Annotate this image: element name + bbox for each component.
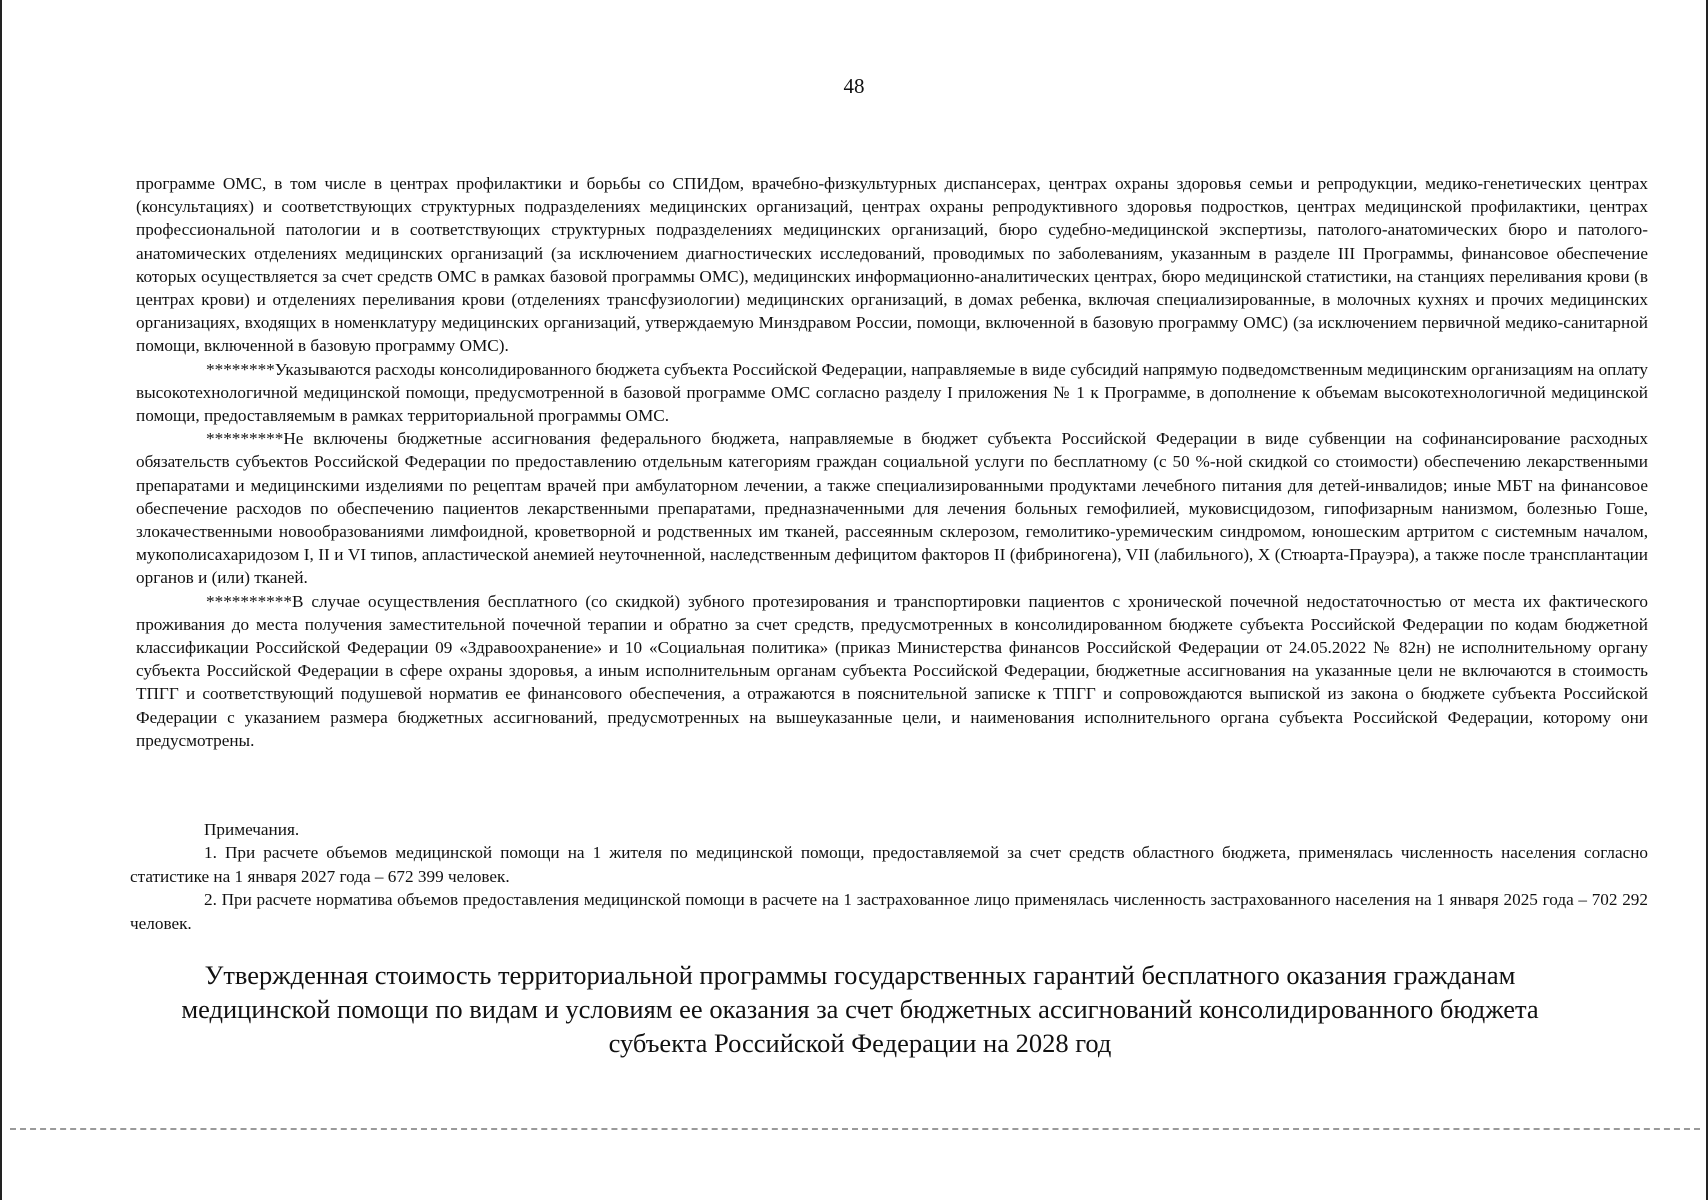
footnote-8: ********Указываются расходы консолидированного бюджета субъекта Российской Федерации, направляемые в виде субсидий напрямую подведомственным медицинским организациям на оплату высокотехнологичной медицинской помощи, предусмотренной в базовой программе ОМС согласно разделу I приложения № 1 к Программе, в дополнение к объемам высокотехнологичной медицинской помощи, предоставляемым в рамках территориальной программы ОМС. <box>136 359 1648 426</box>
notes-title: Примечания. <box>204 820 300 839</box>
notes-section <box>130 818 1648 935</box>
footnote-10: **********В случае осуществления бесплатного (со скидкой) зубного протезирования и транспортировки пациентов с хронической почечной недостаточностью от места их фактического проживания до места получения заместительной почечной терапии и обратно за счет средств, предусмотренных в консолидированном бюджете субъекта Российской Федерации по кодам бюджетной классификации Российской Федерации 09 «Здравоохранение» и 10 «Социальная политика» (приказ Министерства финансов Российской Федерации от 24.05.2022 № 82н) не исполнительному органу субъекта Российской Федерации в сфере охраны здоровья, а иным исполнительным органам субъекта Российской Федерации, бюджетные ассигнования на указанные цели не включаются в стоимость ТПГГ и соответствующий подушевой норматив ее финансового обеспечения, а отражаются в пояснительной записке к ТПГГ и сопровождаются выпиской из закона о бюджете субъекта Российской Федерации с указанием размера бюджетных ассигнований, предусмотренных на вышеуказанные цели, и наименования исполнительного органа субъекта Российской Федерации, которому они предусмотрены. <box>136 591 1648 750</box>
note-item-2: 2. При расчете норматива объемов предоставления медицинской помощи в расчете на 1 застрахованное лицо применялась численность застрахованного населения на 1 января 2025 года – 702 292 человек. <box>130 890 1648 933</box>
footnote-continuation: программе ОМС, в том числе в центрах профилактики и борьбы со СПИДом, врачебно-физкультурных диспансерах, центрах охраны здоровья семьи и репродукции, медико-генетических центрах (консультациях) и соответствующих структурных подразделениях медицинских организаций, центрах охраны репродуктивного здоровья подростков, центрах медицинской профилактики, центрах профессиональной патологии и в соответствующих структурных подразделениях медицинских организаций, бюро судебно-медицинской экспертизы, патолого-анатомических бюро и патолого-анатомических отделениях медицинских организаций (за исключением диагностических исследований, проводимых по заболеваниям, указанным в разделе III Программы, финансовое обеспечение которых осуществляется за счет средств ОМС в рамках базовой программы ОМС), медицинских информационно-аналитических центрах, бюро медицинской статистики, на станциях переливания крови (в центрах крови) и отделениях переливания крови (отделениях трансфузиологии) медицинских организаций, в домах ребенка, включая специализированные, в молочных кухнях и прочих медицинских организациях, входящих в номенклатуру медицинских организаций, утверждаемую Минздравом России, помощи, включенной в базовую программу ОМС) (за исключением первичной медико-санитарной помощи, включенной в базовую программу ОМС). <box>136 174 1648 356</box>
section-heading <box>110 958 1610 1060</box>
heading-line-1: Утвержденная стоимость территориальной программы государственных гарантий бесплатного оказания гражданам <box>204 960 1516 990</box>
scan-artifact-line <box>10 1128 1700 1130</box>
note-item-1: 1. При расчете объемов медицинской помощи на 1 жителя по медицинской помощи, предоставляемой за счет средств областного бюджета, применялась численность населения согласно статистике на 1 января 2027 года – 672 399 человек. <box>130 843 1648 886</box>
page-number: 48 <box>843 74 865 98</box>
footnote-9: *********Не включены бюджетные ассигнования федерального бюджета, направляемые в бюджет субъекта Российской Федерации в виде субвенции на софинансирование расходных обязательств субъектов Российской Федерации по предоставлению отдельным категориям граждан социальной услуги по бесплатному (с 50 %-ной скидкой со стоимости) обеспечению лекарственными препаратами и медицинскими изделиями по рецептам врачей при амбулаторном лечении, а также специализированными продуктами лечебного питания для детей-инвалидов; иные МБТ на финансовое обеспечение расходов по обеспечению пациентов лекарственными препаратами, предназначенными для лечения больных гемофилией, муковисцидозом, гипофизарным нанизмом, болезнью Гоше, злокачественными новообразованиями лимфоидной, кроветворной и родственных им тканей, рассеянным склерозом, гемолитико-уремическим синдромом, юношеским артритом с системным началом, мукополисахаридозом I, II и VI типов, апластической анемией неуточненной, наследственным дефицитом факторов II (фибриногена), VII (лабильного), X (Стюарта-Прауэра), а также после трансплантации органов и (или) тканей. <box>136 429 1648 588</box>
heading-line-3: субъекта Российской Федерации на 2028 год <box>608 1028 1112 1058</box>
heading-line-2: медицинской помощи по видам и условиям ее оказания за счет бюджетных ассигнований консолидированного бюджета <box>181 994 1539 1024</box>
page-left-edge <box>0 0 2 1200</box>
footnotes-body <box>136 172 1648 752</box>
